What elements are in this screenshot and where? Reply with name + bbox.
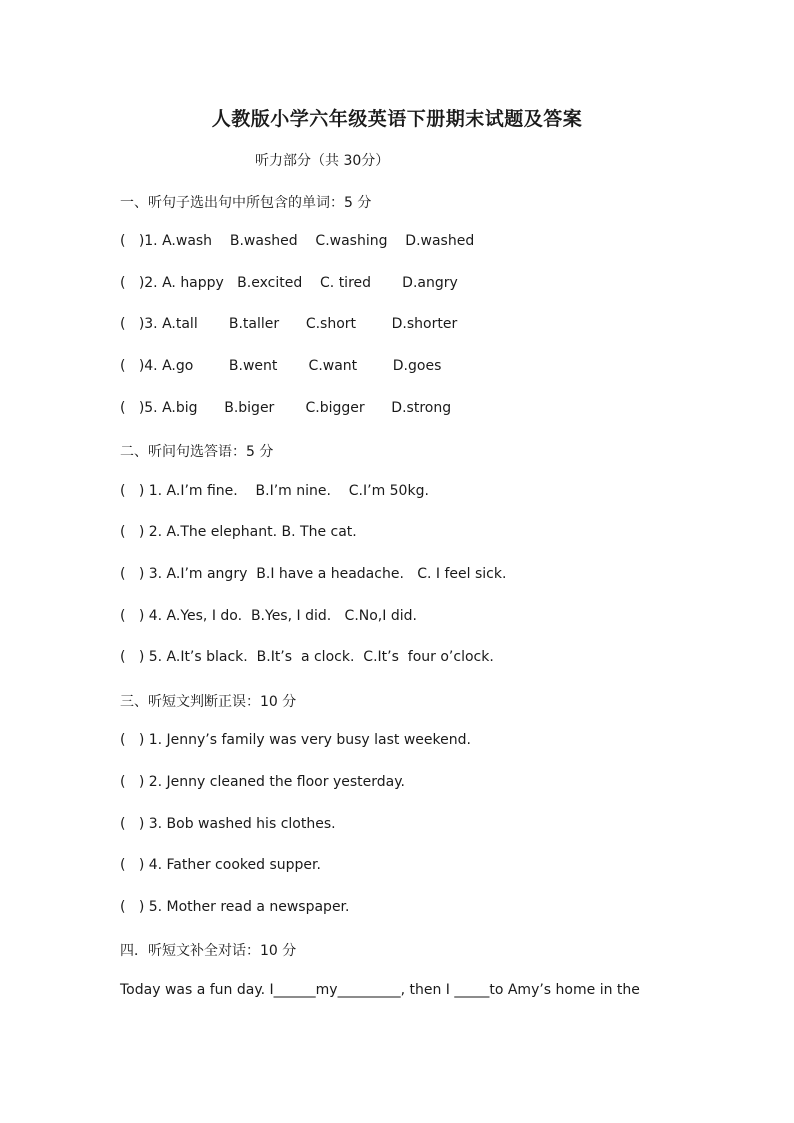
section-3-heading: 三、听短文判断正误：10 分	[120, 694, 297, 710]
question-line: ( ) 1. Jenny’s family was very busy last weekend.	[120, 732, 471, 748]
question-line: ( )2. A. happy B.excited C. tired D.angry	[120, 275, 458, 291]
question-line: ( ) 4. A.Yes, I do. B.Yes, I did. C.No,I did.	[120, 608, 417, 624]
question-line: ( )3. A.tall B.taller C.short D.shorter	[120, 316, 458, 332]
section-2-heading: 二、听问句选答语：5 分	[120, 444, 274, 460]
question-line: ( ) 3. A.I’m angry B.I have a headache. C. I feel sick.	[120, 566, 507, 582]
passage-line: Today was a fun day. I______my_________, then I _____to Amy’s home in the	[120, 982, 640, 998]
question-line: ( ) 1. A.I’m fine. B.I’m nine. C.I’m 50kg.	[120, 483, 429, 499]
question-line: ( )1. A.wash B.washed C.washing D.washed	[120, 233, 475, 249]
question-line: ( ) 5. Mother read a newspaper.	[120, 899, 350, 915]
section-1-heading: 一、听句子选出句中所包含的单词：5 分	[120, 195, 372, 211]
page-subtitle: 听力部分（共 30分）	[255, 153, 390, 169]
question-line: ( ) 2. A.The elephant. B. The cat.	[120, 524, 357, 540]
question-line: ( ) 5. A.It’s black. B.It’s a clock. C.It’s four o’clock.	[120, 649, 494, 665]
page-title: 人教版小学六年级英语下册期末试题及答案	[211, 108, 583, 130]
section-4-heading: 四．听短文补全对话：10 分	[120, 943, 297, 959]
question-line: ( )5. A.big B.biger C.bigger D.strong	[120, 400, 452, 416]
question-line: ( ) 4. Father cooked supper.	[120, 857, 321, 873]
question-line: ( ) 2. Jenny cleaned the floor yesterday.	[120, 774, 405, 790]
question-line: ( )4. A.go B.went C.want D.goes	[120, 358, 442, 374]
question-line: ( ) 3. Bob washed his clothes.	[120, 816, 336, 832]
